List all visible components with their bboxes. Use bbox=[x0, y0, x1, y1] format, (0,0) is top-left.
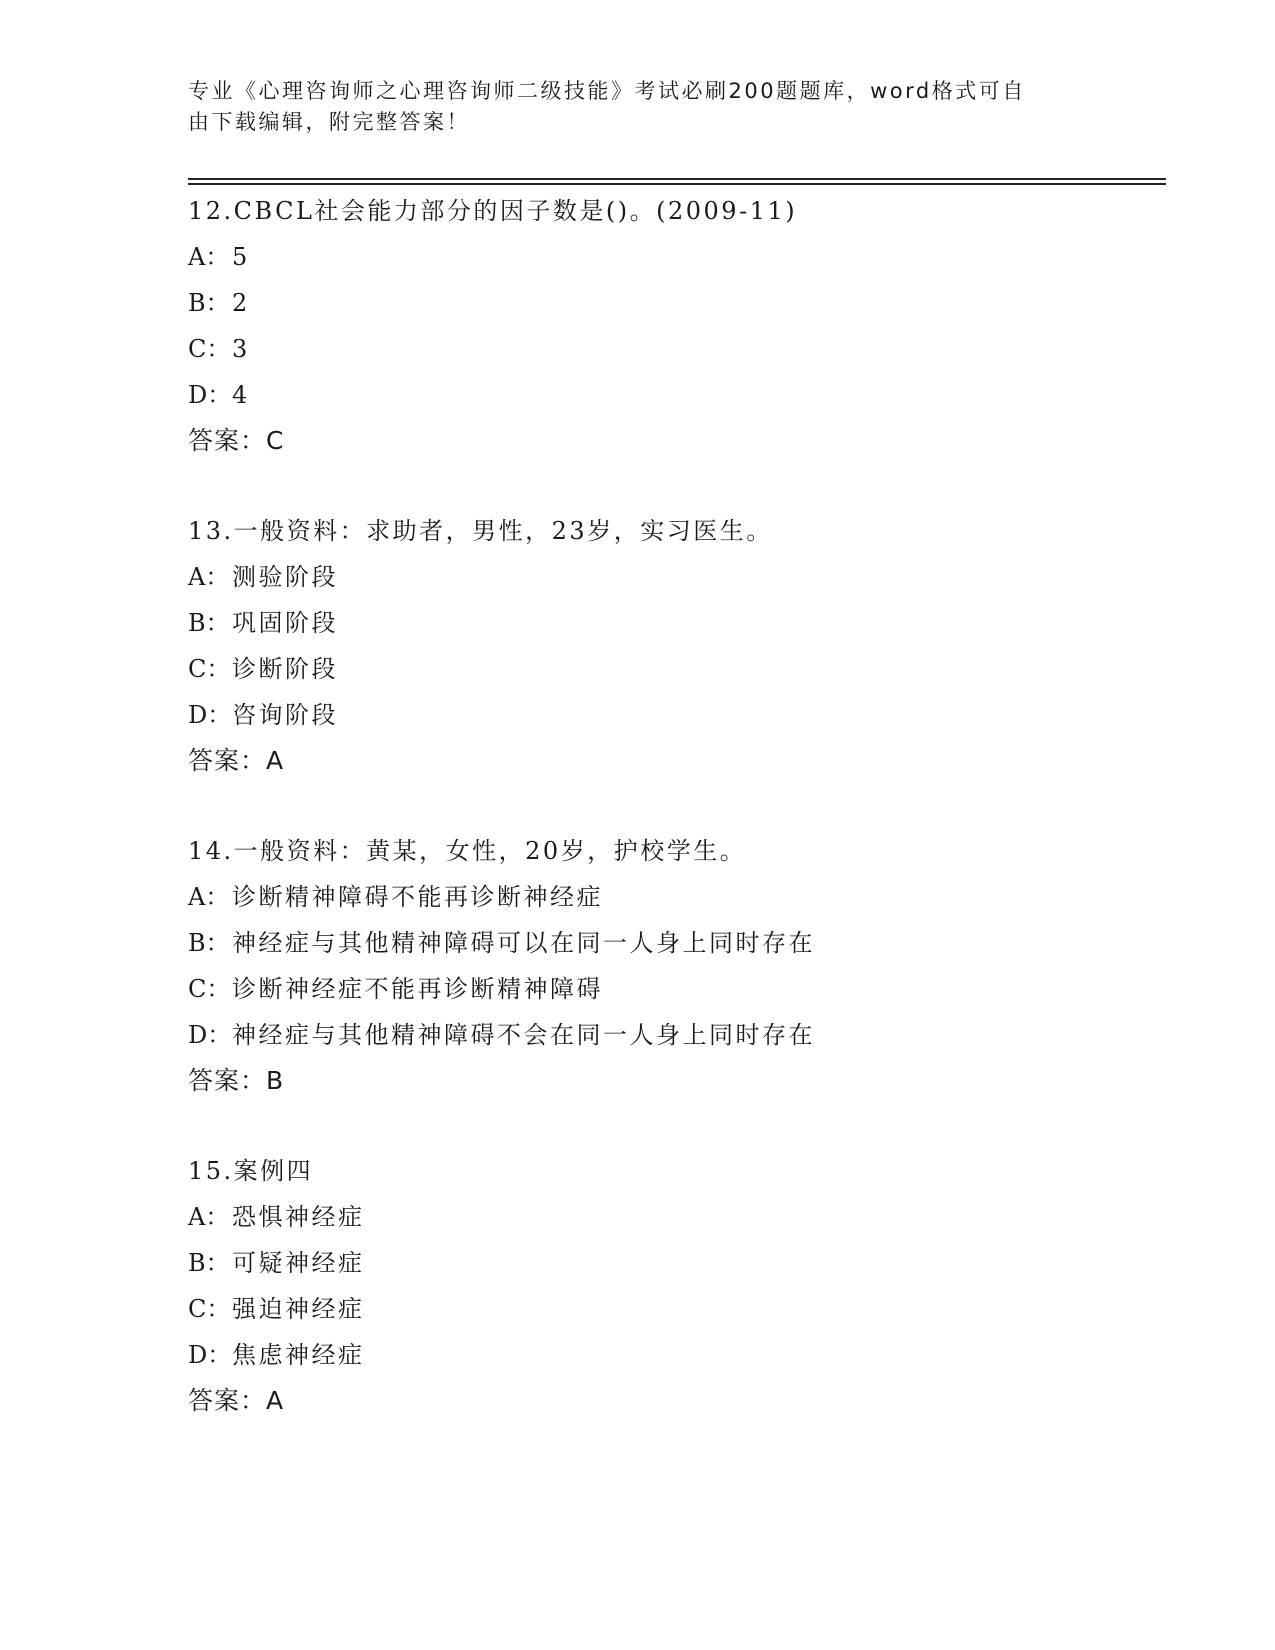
question-15 bbox=[188, 1148, 1188, 1424]
option-b bbox=[188, 280, 1188, 326]
option-text: 2 bbox=[232, 289, 250, 317]
option-text: 恐惧神经症 bbox=[232, 1203, 365, 1231]
question-stem: 13.一般资料：求助者，男性，23岁，实习医生。 bbox=[188, 517, 773, 545]
option-b bbox=[188, 1240, 1188, 1286]
option-c bbox=[188, 966, 1188, 1012]
option-b bbox=[188, 600, 1188, 646]
option-d bbox=[188, 372, 1188, 418]
option-key: A： bbox=[188, 1203, 230, 1231]
option-key: D： bbox=[188, 1341, 232, 1369]
option-text: 巩固阶段 bbox=[232, 609, 338, 637]
answer-line: 答案：B bbox=[188, 1066, 285, 1095]
option-key: B： bbox=[188, 609, 230, 637]
option-key: C： bbox=[188, 655, 231, 683]
option-text: 诊断神经症不能再诊断精神障碍 bbox=[232, 975, 603, 1003]
option-c bbox=[188, 646, 1188, 692]
option-d bbox=[188, 692, 1188, 738]
option-b bbox=[188, 920, 1188, 966]
option-text: 可疑神经症 bbox=[232, 1249, 365, 1277]
answer-line: 答案：C bbox=[188, 426, 285, 455]
option-text: 神经症与其他精神障碍不会在同一人身上同时存在 bbox=[232, 1021, 815, 1049]
option-d bbox=[188, 1012, 1188, 1058]
option-c bbox=[188, 326, 1188, 372]
header-divider-top bbox=[188, 178, 1166, 180]
option-key: B： bbox=[188, 289, 230, 317]
header-line-2: 由下载编辑，附完整答案！ bbox=[188, 110, 470, 134]
header-line-1: 专业《心理咨询师之心理咨询师二级技能》考试必刷200题题库，word格式可自 bbox=[188, 79, 1026, 103]
option-key: C： bbox=[188, 975, 231, 1003]
question-13 bbox=[188, 508, 1188, 784]
option-key: D： bbox=[188, 381, 232, 409]
option-key: A： bbox=[188, 563, 230, 591]
option-text: 4 bbox=[232, 381, 250, 409]
question-stem: 15.案例四 bbox=[188, 1157, 314, 1185]
question-12 bbox=[188, 188, 1188, 464]
option-text: 神经症与其他精神障碍可以在同一人身上同时存在 bbox=[232, 929, 815, 957]
option-text: 3 bbox=[232, 335, 250, 363]
option-d bbox=[188, 1332, 1188, 1378]
option-key: A： bbox=[188, 883, 230, 911]
option-text: 咨询阶段 bbox=[232, 701, 338, 729]
option-a bbox=[188, 554, 1188, 600]
option-c bbox=[188, 1286, 1188, 1332]
answer-line: 答案：A bbox=[188, 746, 285, 775]
option-key: C： bbox=[188, 1295, 231, 1323]
option-key: C： bbox=[188, 335, 231, 363]
option-text: 5 bbox=[232, 243, 250, 271]
option-text: 焦虑神经症 bbox=[232, 1341, 365, 1369]
document-header bbox=[188, 76, 1068, 138]
option-key: A： bbox=[188, 243, 230, 271]
question-stem: 12.CBCL社会能力部分的因子数是()。(2009-11) bbox=[188, 197, 798, 225]
option-text: 诊断阶段 bbox=[232, 655, 338, 683]
question-stem: 14.一般资料：黄某，女性，20岁，护校学生。 bbox=[188, 837, 747, 865]
option-text: 强迫神经症 bbox=[232, 1295, 365, 1323]
option-key: B： bbox=[188, 1249, 230, 1277]
option-a bbox=[188, 874, 1188, 920]
option-text: 诊断精神障碍不能再诊断神经症 bbox=[232, 883, 603, 911]
option-key: D： bbox=[188, 701, 232, 729]
question-14 bbox=[188, 828, 1188, 1104]
option-key: B： bbox=[188, 929, 230, 957]
header-divider-bottom bbox=[188, 183, 1166, 185]
option-key: D： bbox=[188, 1021, 232, 1049]
option-text: 测验阶段 bbox=[232, 563, 338, 591]
option-a bbox=[188, 234, 1188, 280]
option-a bbox=[188, 1194, 1188, 1240]
answer-line: 答案：A bbox=[188, 1386, 285, 1415]
